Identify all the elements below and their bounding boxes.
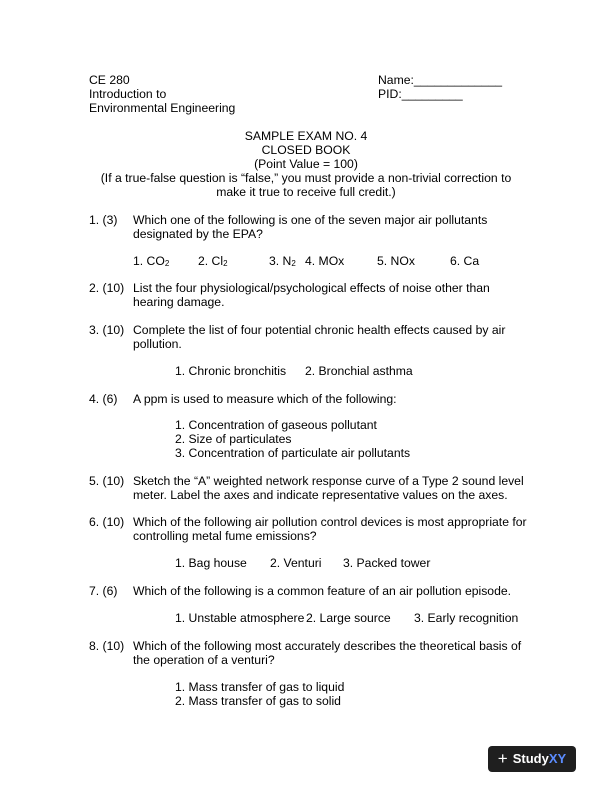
- question-number: 1. (3): [89, 213, 118, 227]
- answer-option: 3. Concentration of particulate air pollutants: [175, 446, 411, 460]
- answer-option: 3. Early recognition: [414, 611, 519, 625]
- question-number: 7. (6): [89, 584, 118, 598]
- question-text: Sketch the “A” weighted network response curve of a Type 2 sound level: [133, 474, 524, 488]
- question-number: 2. (10): [89, 281, 125, 295]
- course-title-line2: Environmental Engineering: [89, 101, 236, 115]
- answer-option: 2. Large source: [306, 611, 391, 625]
- exam-note-line1: (If a true-false question is “false,” you must provide a non-trivial correction to: [100, 171, 512, 185]
- question-text: Complete the list of four potential chronic health effects caused by air: [133, 323, 506, 337]
- question-text: Which of the following is a common feature of an air pollution episode.: [133, 584, 512, 598]
- name-field-label: Name:_____________: [378, 73, 503, 87]
- course-title-line1: Introduction to: [89, 87, 167, 101]
- studyxy-logo: [488, 746, 576, 772]
- exam-point-value: (Point Value = 100): [254, 157, 358, 171]
- exam-title: SAMPLE EXAM NO. 4: [244, 129, 368, 143]
- answer-option: 1. Bag house: [175, 556, 247, 570]
- question-text: A ppm is used to measure which of the following:: [133, 392, 397, 406]
- answer-option: 2. Size of particulates: [175, 432, 292, 446]
- question-number: 4. (6): [89, 392, 118, 406]
- question-number: 6. (10): [89, 515, 125, 529]
- question-number: 3. (10): [89, 323, 125, 337]
- answer-option: 1. Chronic bronchitis: [175, 364, 287, 378]
- answer-option: 3. $N_2$: [269, 254, 296, 268]
- question-text: the operation of a venturi?: [133, 653, 275, 667]
- answer-option: 1. Concentration of gaseous pollutant: [175, 418, 377, 432]
- answer-option: 2. Venturi: [270, 556, 322, 570]
- question-text: Which of the following most accurately describes the theoretical basis of: [133, 639, 522, 653]
- exam-closed-book: CLOSED BOOK: [261, 143, 351, 157]
- answer-option: 3. Packed tower: [343, 556, 431, 570]
- plus-icon: +: [497, 748, 508, 768]
- question-text: Which of the following air pollution control devices is most appropriate for: [133, 515, 527, 529]
- logo-text-study: Study: [512, 750, 549, 766]
- answer-option: 4. MOx: [305, 254, 345, 268]
- question-text: List the four physiological/psychological effects of noise other than: [133, 281, 490, 295]
- exam-note-line2: make it true to receive full credit.): [216, 185, 396, 199]
- logo-text-xy: XY: [548, 750, 567, 766]
- question-text: hearing damage.: [133, 295, 225, 309]
- answer-option: 1. Mass transfer of gas to liquid: [175, 680, 345, 694]
- question-text: meter. Label the axes and indicate representative values on the axes.: [133, 488, 508, 502]
- pid-field-label: PID:_________: [378, 87, 463, 101]
- answer-option: 5. NOx: [377, 254, 415, 268]
- answer-option: 1. $CO_2$: [133, 254, 170, 268]
- course-code: CE 280: [89, 73, 130, 87]
- answer-option: 2. Mass transfer of gas to solid: [175, 694, 341, 708]
- question-number: 8. (10): [89, 639, 125, 653]
- answer-option: 2. $Cl_2$: [198, 254, 228, 268]
- question-text: pollution.: [133, 337, 182, 351]
- question-text: designated by the EPA?: [133, 227, 263, 241]
- answer-option: 6. Ca: [450, 254, 480, 268]
- answer-option: 1. Unstable atmosphere: [175, 611, 305, 625]
- question-number: 5. (10): [89, 474, 125, 488]
- answer-option: 2. Bronchial asthma: [305, 364, 413, 378]
- question-text: Which one of the following is one of the seven major air pollutants: [133, 213, 488, 227]
- question-text: controlling metal fume emissions?: [133, 529, 317, 543]
